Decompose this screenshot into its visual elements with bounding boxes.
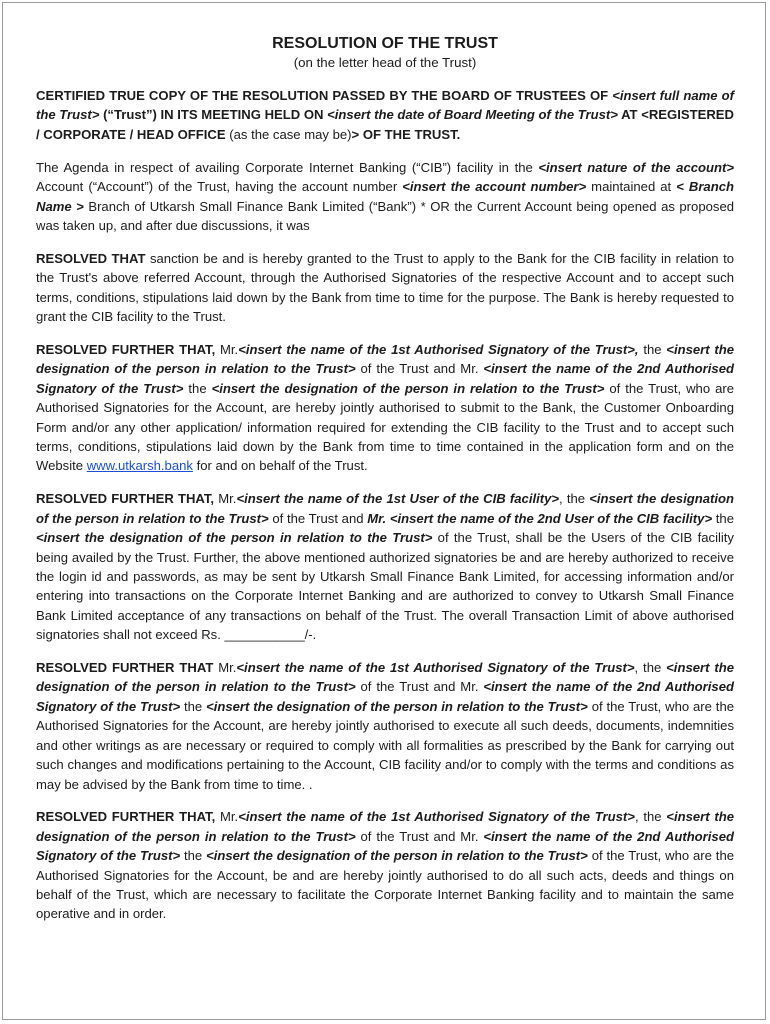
second-designation-placeholder: <insert the designation of the person in relation to the Trust> [211,380,605,396]
resolved-paragraph-1 [36,249,734,327]
resolved2-text-2: the [638,341,667,357]
resolved2-text-1: Mr. [215,341,239,357]
certified-text-4: (as the case may be) [229,126,352,142]
agenda-text-4: Branch of Utkarsh Small Finance Bank Limited (“Bank”) * OR the Current Account being opened as proposed was taken up, and after due discussions, it was [36,198,735,233]
certified-text-2: (“Trust”) IN ITS MEETING HELD ON [99,107,328,123]
agenda-text-1: The Agenda in respect of availing Corporate Internet Banking (“CIB”) facility in the [36,159,539,175]
resolved-lead-2: RESOLVED FURTHER THAT, [36,341,216,357]
resolved3-text-1: Mr. [214,491,237,507]
website-link[interactable]: www.utkarsh.bank [86,458,193,474]
first-designation-placeholder: <insert the designation of the person in relation to the Trust> [36,809,734,844]
resolved3-text-2: , the [559,491,590,507]
resolved-paragraph-4 [36,658,734,794]
resolved2-text-4: the [183,380,212,396]
first-signatory-placeholder: <insert the name of the 1st Authorised Signatory of the Trust> [236,660,635,676]
resolved5-text-1: Mr. [215,809,239,825]
second-designation-placeholder: <insert the designation of the person in relation to the Trust> [206,698,588,714]
resolution-document [36,34,734,937]
meeting-date-placeholder: <insert the date of Board Meeting of the Trust> [327,107,618,123]
branch-name-placeholder: < Branch Name > [36,179,734,214]
first-user-designation-placeholder: <insert the designation of the person in relation to the Trust> [36,491,734,526]
resolved4-text-5: of the Trust, who are the Authorised Signatories for the Account, are hereby jointly authorised to execute all such deeds, documents, indemnities and other writings as are necessary or required to comply with all formalities as prescribed by the Bank for carrying out such changes and modifications pertaining to the Account, CIB facility and/or to comply with the terms and conditions as may be advised by the Bank from time to time. . [36,698,735,792]
first-signatory-placeholder: <insert the name of the 1st Authorised Signatory of the Trust>, [238,341,639,357]
resolved-lead-4: RESOLVED FURTHER THAT [36,660,214,676]
agenda-text-3: maintained at [586,179,677,195]
certified-text-1: CERTIFIED TRUE COPY OF THE RESOLUTION PASSED BY THE BOARD OF TRUSTEES OF [36,88,613,103]
certified-text-3: AT <REGISTERED / CORPORATE / HEAD OFFICE [36,107,734,142]
resolved4-text-2: , the [634,660,667,676]
resolved4-text-3: of the Trust and Mr. [355,679,484,695]
first-user-placeholder: <insert the name of the 1st User of the CIB facility> [236,491,560,507]
resolved3-text-3: of the Trust and [268,510,368,526]
first-signatory-placeholder: <insert the name of the 1st Authorised Signatory of the Trust> [238,809,635,825]
resolved-lead-5: RESOLVED FURTHER THAT, [36,809,216,825]
resolved5-text-3: of the Trust and Mr. [355,828,484,844]
page-title: RESOLUTION OF THE TRUST [272,35,498,52]
account-number-placeholder: <insert the account number> [402,179,587,195]
resolved4-text-4: the [180,698,207,714]
resolved2-text-3: of the Trust and Mr. [355,361,484,377]
resolved-lead-3: RESOLVED FURTHER THAT, [36,491,215,507]
resolved2-text-5: of the Trust, who are Authorised Signatories for the Account, are hereby jointly authorised to submit to the Bank, the Customer Onboarding Form and/or any other application/ information required for extending the CIB facility to the Trust and to accept such terms, conditions, stipulations laid down by the Bank from time to time contained in the application form and on the Website [36,380,735,474]
resolved5-text-4: the [180,848,207,864]
resolved3-text-5: of the Trust, shall be the Users of the CIB facility being availed by the Trust. Further, the above mentioned authorized signatories be and are hereby authorized to receive the login id and passwords, as may be sent by Utkarsh Small Finance Bank Limited, for accessing information and/or entering into transactions on the Corporate Internet Banking and are authorized to convey to Utkarsh Small Finance Bank Limited acceptance of any transactions on behalf of the Trust. The overall Transaction Limit of above authorised signatories shall not exceed Rs. ___________/-. [36,530,734,643]
certified-text-5: > OF THE TRUST. [351,126,461,142]
second-signatory-placeholder: <insert the name of the 2nd Authorised Signatory of the Trust> [36,361,734,396]
second-signatory-placeholder: <insert the name of the 2nd Authorised Signatory of the Trust> [36,679,734,714]
agenda-text-2: Account (“Account”) of the Trust, having the account number [36,179,403,195]
second-designation-placeholder: <insert the designation of the person in relation to the Trust> [206,848,588,864]
page-subtitle: (on the letter head of the Trust) [293,55,477,70]
resolved5-text-2: , the [634,809,667,825]
resolved1-text-1: sanction be and is hereby granted to the Trust to apply to the Bank for the CIB facility in relation to the Trust's above referred Account, through the Authorised Signatories of the respective Account and to accept such terms, conditions, stipulations laid down by the Bank from time to time for the purpose. The Bank is hereby requested to grant the CIB facility to the Trust. [36,250,734,325]
resolved5-text-5: of the Trust, who are the Authorised Signatories for the Account, be and are hereby jointly authorised to do all such acts, deeds and things on behalf of the Trust, which are necessary to facilitate the Corporate Internet Banking facility and to maintain the same operative and in order. [36,848,735,922]
resolved-paragraph-5 [36,807,734,923]
second-user-placeholder: Mr. <insert the name of the 2nd User of the CIB facility> [367,510,713,526]
second-user-designation-placeholder: <insert the designation of the person in relation to the Trust> [36,530,433,546]
certified-copy-paragraph [36,86,734,144]
first-designation-placeholder: <insert the designation of the person in relation to the Trust> [36,341,734,377]
resolved-paragraph-2 [36,340,734,476]
first-designation-placeholder: <insert the designation of the person in relation to the Trust> [36,660,734,695]
resolved3-text-4: the [712,510,734,526]
trust-name-placeholder: <insert full name of the Trust> [36,88,734,123]
second-signatory-placeholder: <insert the name of the 2nd Authorised Signatory of the Trust> [36,828,734,864]
agenda-paragraph [36,158,734,236]
resolved4-text-1: Mr. [213,660,237,676]
resolved-lead-1: RESOLVED THAT [36,250,146,266]
resolved2-text-6: for and on behalf of the Trust. [192,458,368,474]
account-nature-placeholder: <insert nature of the account> [538,159,735,175]
resolved-paragraph-3 [36,489,734,644]
